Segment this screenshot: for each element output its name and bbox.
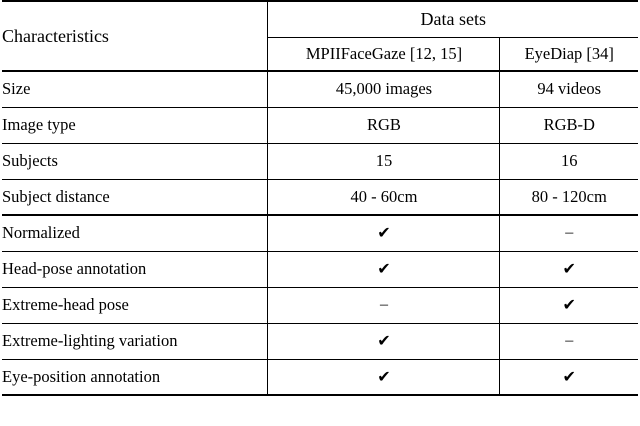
row-value-dataset2: 80 - 120cm (500, 179, 638, 215)
header-dataset-eyediap: EyeDiap [34] (500, 37, 638, 71)
table-row (2, 251, 638, 287)
row-value-dataset1: ✔ (268, 323, 500, 359)
row-value-dataset2: – (500, 323, 638, 359)
row-label: Size (2, 71, 268, 107)
row-value-dataset2: 94 videos (500, 71, 638, 107)
row-label: Extreme-head pose (2, 287, 268, 323)
table-row (2, 107, 638, 143)
datasets-comparison-table (2, 0, 638, 396)
header-characteristics: Characteristics (2, 1, 268, 71)
row-value-dataset1: 15 (268, 143, 500, 179)
row-label: Extreme-lighting variation (2, 323, 268, 359)
table-row (2, 287, 638, 323)
row-value-dataset1: 40 - 60cm (268, 179, 500, 215)
header-datasets-group: Data sets (268, 1, 638, 37)
table-row (2, 215, 638, 251)
table-row (2, 143, 638, 179)
table-row (2, 71, 638, 107)
row-value-dataset1: RGB (268, 107, 500, 143)
row-value-dataset1: 45,000 images (268, 71, 500, 107)
table-row (2, 323, 638, 359)
row-value-dataset1: ✔ (268, 215, 500, 251)
row-label: Normalized (2, 215, 268, 251)
row-value-dataset2: ✔ (500, 251, 638, 287)
row-label: Subjects (2, 143, 268, 179)
row-value-dataset2: RGB-D (500, 107, 638, 143)
row-label: Head-pose annotation (2, 251, 268, 287)
row-label: Eye-position annotation (2, 359, 268, 395)
row-value-dataset1: ✔ (268, 251, 500, 287)
row-value-dataset1: – (268, 287, 500, 323)
table-bottom-rule (2, 395, 638, 396)
table-header-group-row (2, 1, 638, 37)
row-label: Subject distance (2, 179, 268, 215)
table-row (2, 179, 638, 215)
header-dataset-mpiifacegaze: MPIIFaceGaze [12, 15] (268, 37, 500, 71)
row-label: Image type (2, 107, 268, 143)
row-value-dataset2: 16 (500, 143, 638, 179)
row-value-dataset2: ✔ (500, 359, 638, 395)
table-row (2, 359, 638, 395)
row-value-dataset1: ✔ (268, 359, 500, 395)
row-value-dataset2: – (500, 215, 638, 251)
row-value-dataset2: ✔ (500, 287, 638, 323)
